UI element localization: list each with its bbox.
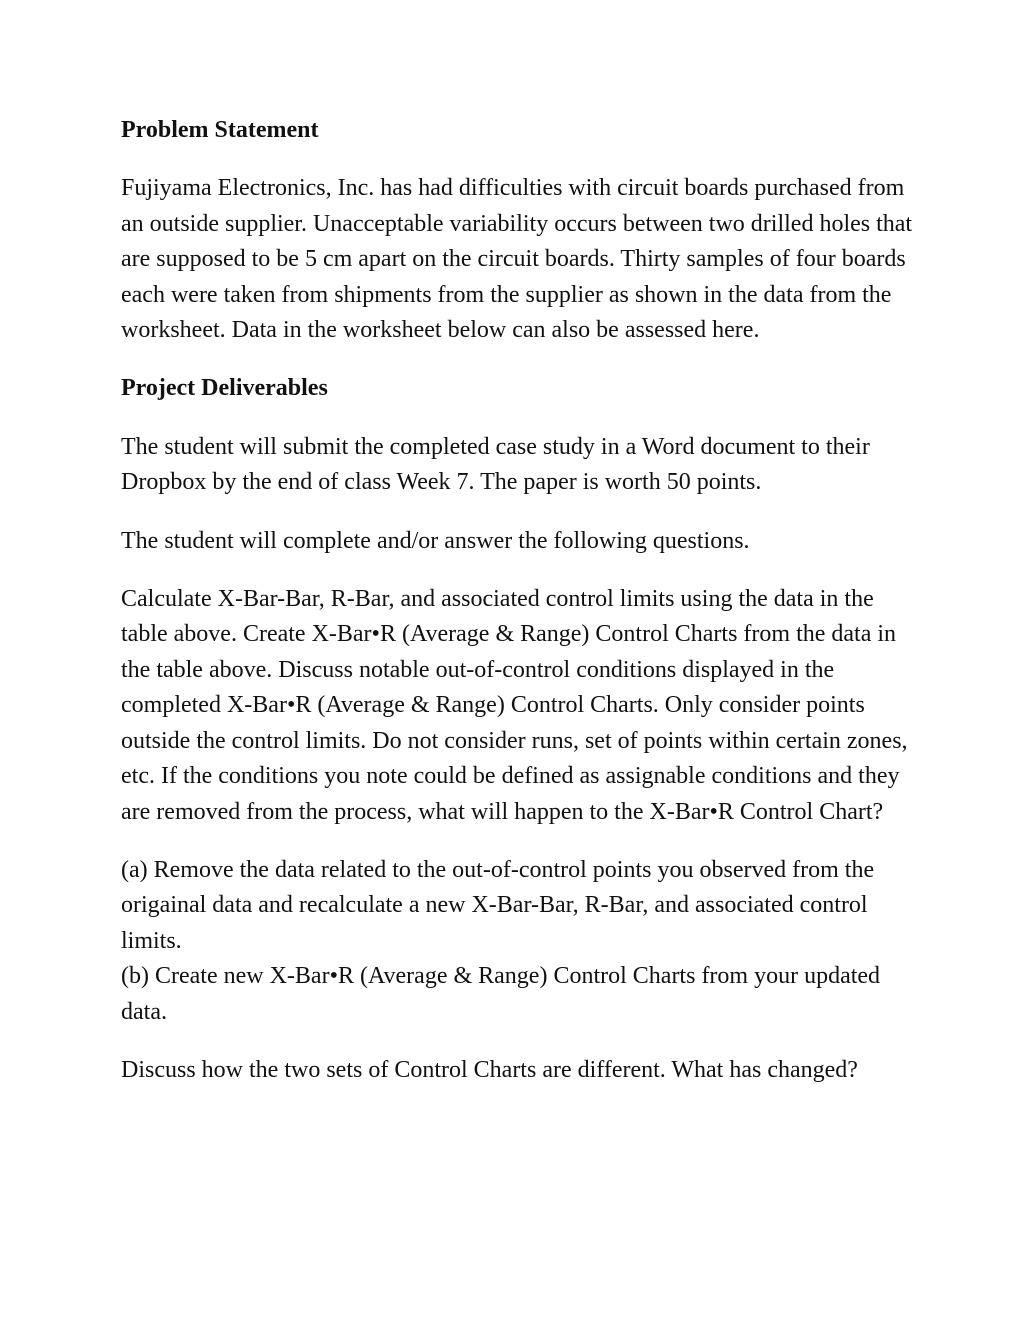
problem-statement-heading: Problem Statement bbox=[121, 117, 319, 143]
problem-statement-body: Fujiyama Electronics, Inc. has had difficulties with circuit boards purchased from an outside supplier. Unacceptable variability occurs between two drilled holes that are supposed to be 5 cm apart on the circuit boards. Thirty samples of four boards each were taken from shipments from the supplier as shown in the data from the worksheet. Data in the worksheet below can also be assessed here. bbox=[121, 175, 913, 344]
deliverable-item-a: (a) Remove the data related to the out-of-control points you observed from the origainal data and recalculate a new X-Bar-Bar, R-Bar, and associated control limits. bbox=[121, 856, 875, 954]
project-deliverables-heading: Project Deliverables bbox=[121, 375, 328, 402]
document-page bbox=[121, 113, 921, 1111]
deliverables-instructions-paragraph: Calculate X-Bar-Bar, R-Bar, and associated control limits using the data in the table above. Create X-Bar•R (Average & Range) Control Charts from the data in the table above. Discuss notable out-of-control conditions displayed in the completed X-Bar•R (Average & Range) Control Charts. Only consider points outside the control limits. Do not consider runs, set of points within certain zones, etc. If the conditions you note could be defined as assignable conditions and they are removed from the process, what will happen to the X-Bar•R Control Chart? bbox=[121, 586, 908, 825]
deliverables-submission-paragraph: The student will submit the completed case study in a Word document to their Dropbox by the end of class Week 7. The paper is worth 50 points. bbox=[121, 433, 870, 496]
closing-question-paragraph: Discuss how the two sets of Control Charts are different. What has changed? bbox=[121, 1056, 858, 1083]
deliverable-item-b: (b) Create new X-Bar•R (Average & Range) Control Charts from your updated data. bbox=[121, 963, 881, 1025]
deliverables-intro-paragraph: The student will complete and/or answer the following questions. bbox=[121, 527, 750, 554]
